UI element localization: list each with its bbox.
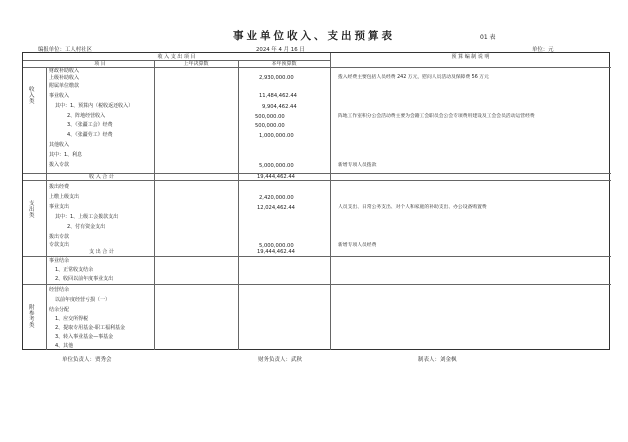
row-value: 500,000.00 — [255, 123, 285, 129]
row-label: 2、付有资金支出 — [67, 224, 106, 230]
row-value: 12,024,462.44 — [257, 205, 295, 211]
row-label: 以前年度经营亏损（一） — [55, 297, 111, 303]
row-value: 2,420,000.00 — [259, 195, 294, 201]
budget-table — [22, 52, 610, 350]
col-note-header: 预 算 编 制 说 明 — [451, 54, 490, 60]
category-income: 收 入 类 — [29, 87, 35, 105]
row-note: 新增专项人员拨款 — [338, 163, 377, 168]
row-label: 经营结余 — [49, 287, 70, 293]
row-label: 结余分配 — [49, 307, 70, 313]
row-label: 其中：1、利息 — [49, 152, 83, 158]
row-label: 3、《张疆工会》经费 — [67, 122, 113, 128]
row-label: 上级补助收入 — [49, 75, 80, 81]
signature-preparer: 制表人：刘金枫 — [418, 357, 457, 363]
row-label: 财政补助收入 — [49, 68, 80, 74]
row-value: 500,000.00 — [255, 114, 285, 120]
row-line — [23, 67, 611, 68]
row-label: 事业支出 — [49, 204, 70, 210]
row-note: 阵地工作室积分公会活动费主要为会籍工会职员会公会专项费用建设及工会会员活动运营经费 — [338, 114, 535, 119]
row-label: 1、正常收支结余 — [55, 267, 94, 273]
signature-finance: 财务负责人：武秋 — [258, 357, 303, 363]
col-group-header: 收 入 支 出 项 目 — [157, 54, 196, 60]
row-label: 专款支出 — [49, 242, 70, 248]
section-line — [23, 256, 611, 257]
row-label: 其中：1、上级工会拨款支出 — [55, 214, 119, 220]
page-title: 事业单位收入、支出预算表 — [233, 30, 395, 42]
form-number: 01 表 — [480, 34, 496, 41]
row-label: 1、应交所得税 — [55, 316, 89, 322]
row-label: 2、提取专用基金-职工福利基金 — [55, 325, 125, 331]
col-item-header: 项 目 — [94, 61, 106, 67]
col-this-year-header: 本年预算数 — [271, 61, 297, 67]
row-label: 4、《张疆劳工》经费 — [67, 132, 113, 138]
row-value: 5,000,000.00 — [259, 243, 294, 249]
category-reference: 附 参 考 类 — [29, 305, 35, 329]
col-last-year-header: 上年决算数 — [183, 61, 209, 67]
row-label: 事业结余 — [49, 258, 70, 264]
date-label: 2024 年 4 月 16 日 — [256, 47, 305, 53]
row-value: 2,930,000.00 — [259, 75, 294, 81]
signature-leader: 单位负责人：贾秀会 — [62, 357, 112, 363]
col-line — [46, 67, 47, 350]
category-expense: 支 出 类 — [29, 201, 35, 219]
col-line — [330, 53, 331, 350]
section-line — [23, 180, 611, 181]
row-label: 2、阵地经营收入 — [67, 113, 106, 119]
row-value: 11,484,462.44 — [259, 93, 297, 99]
expense-total-label: 支 出 合 计 — [89, 249, 114, 255]
col-line — [238, 60, 239, 350]
expense-total-value: 19,444,462.44 — [257, 249, 295, 255]
section-line — [23, 284, 611, 285]
row-note: 人员支出、日常公务支出、对个人和家庭的补助支出、办公设备购置费 — [338, 205, 487, 210]
row-note: 新增专项人员经费 — [338, 243, 377, 248]
row-label: 4、其他 — [55, 343, 74, 349]
row-label: 3、转入事业基金—事基金 — [55, 334, 114, 340]
row-label: 拨出经费 — [49, 184, 70, 190]
row-label: 事业收入 — [49, 93, 70, 99]
col-line — [154, 60, 155, 350]
income-total-label: 收 入 合 计 — [89, 174, 114, 180]
row-value: 5,000,000.00 — [259, 163, 294, 169]
row-label: 上缴上级支出 — [49, 194, 80, 200]
income-total-value: 19,444,462.44 — [257, 174, 295, 180]
row-label: 附属单位缴款 — [49, 83, 80, 89]
org-label: 编报单位：工人村社区 — [38, 47, 92, 53]
row-label: 拨出专款 — [49, 234, 70, 240]
row-value: 1,000,000.00 — [259, 133, 294, 139]
row-label: 其他收入 — [49, 142, 70, 148]
unit-label: 单位：元 — [532, 47, 554, 53]
row-label: 2、收回以前年度事业支出 — [55, 276, 114, 282]
row-note: 拨入经费主要包括人员经费 242 万元，慰问人员活动及保障费 56 万元 — [338, 75, 489, 80]
row-label: 拨入专款 — [49, 162, 70, 168]
row-label: 其中：1、预算内（税收返还收入） — [55, 103, 134, 109]
row-value: 9,904,462.44 — [262, 104, 297, 110]
